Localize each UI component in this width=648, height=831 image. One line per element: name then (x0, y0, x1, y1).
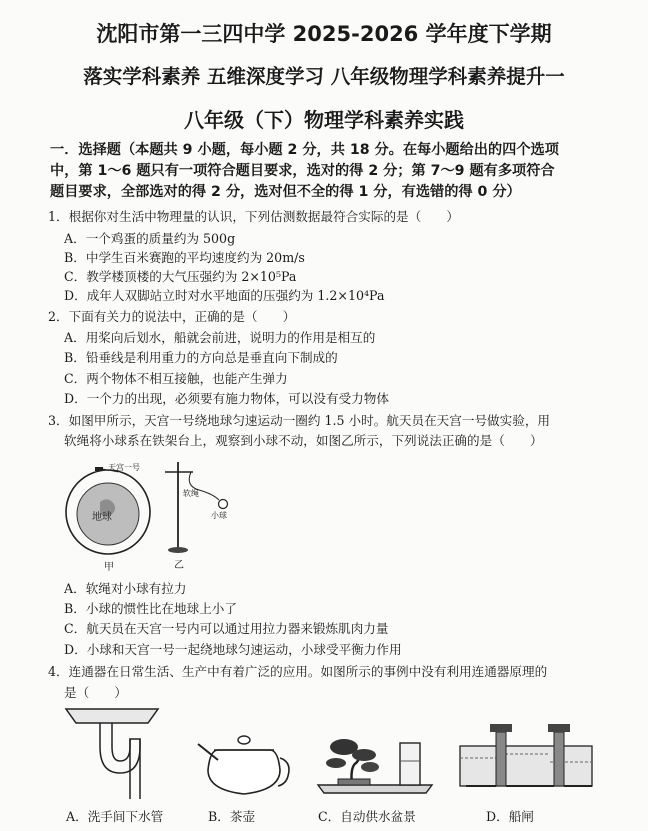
q1-option-b: B．中学生百米赛跑的平均速度约为 20m/s (64, 250, 305, 265)
page-title: 沈阳市第一三四中学 2025-2026 学年度下学期 (96, 22, 552, 46)
q1-option-c: C．教学楼顶楼的大气压强约为 2×10⁵Pa (64, 269, 297, 284)
exam-title: 八年级（下）物理学科素养实践 (184, 108, 464, 132)
q3-option-a: A．软绳对小球有拉力 (64, 581, 187, 596)
stand-base (168, 547, 188, 553)
q3-option-b: B．小球的惯性比在地球上小了 (64, 601, 237, 616)
question-3-stem: 3．如图甲所示，天宫一号绕地球匀速运动一圈约 1.5 小时。航天员在天宫一号做实验，用 (48, 413, 551, 428)
ball-label: 小球 (211, 511, 227, 520)
question-4-stem: 是（ ） (64, 685, 127, 700)
q4-option-b: B．茶壶 (208, 809, 256, 824)
tiangong-station-icon (95, 467, 103, 471)
section-heading-line: 题目要求，全部选对的得 2 分，选对但不全的得 1 分，有选错的得 0 分） (50, 184, 521, 200)
q2-option-a: A．用桨向后划水，船就会前进，说明力的作用是相互的 (64, 330, 376, 345)
sink-drain-pipe-icon (62, 703, 162, 803)
section-heading-line: 中，第 1～6 题只有一项符合题目要求，选对的得 2 分；第 7～9 题有多项符合 (50, 163, 555, 179)
small-ball-icon (219, 500, 228, 509)
q3-option-d: D．小球和天宫一号一起绕地球匀速运动，小球受平衡力作用 (64, 642, 402, 657)
teapot-icon (196, 728, 292, 800)
rope-label: 软绳 (183, 489, 199, 498)
question-4-stem: 4．连通器在日常生活、生产中有着广泛的应用。如图所示的事例中没有利用连通器原理的 (48, 664, 548, 679)
q4-option-a: A．洗手间下水管 (66, 809, 164, 824)
question-2-stem: 2．下面有关力的说法中，正确的是（ ） (48, 309, 296, 324)
figure-caption-yi: 乙 (174, 560, 184, 571)
bonsai-water-supply-icon (314, 733, 436, 799)
ship-lock-icon (456, 718, 596, 790)
figure-caption-jia: 甲 (104, 562, 114, 573)
q1-option-d: D．成年人双脚站立时对水平地面的压强约为 1.2×10⁴Pa (64, 288, 385, 303)
section-heading-line: 一．选择题（本题共 9 小题，每小题 2 分，共 18 分。在每小题给出的四个选项 (50, 142, 559, 158)
q4-option-d: D．船闸 (486, 809, 534, 824)
tiangong-label: 天宫一号 (108, 463, 140, 472)
page-subtitle: 落实学科素养 五维深度学习 八年级物理学科素养提升一 (83, 65, 565, 88)
earth-label: 地球 (92, 512, 112, 523)
q1-option-a: A．一个鸡蛋的质量约为 500g (64, 231, 236, 246)
figure-yi-stand (155, 456, 245, 558)
question-3-stem: 软绳将小球系在铁架台上，观察到小球不动，如图乙所示，下列说法正确的是（ ） (64, 433, 543, 448)
q2-option-d: D．一个力的出现，必须要有施力物体，可以没有受力物体 (64, 391, 389, 406)
q3-option-c: C．航天员在天宫一号内可以通过用拉力器来锻炼肌肉力量 (64, 621, 389, 636)
q2-option-c: C．两个物体不相互接触，也能产生弹力 (64, 371, 288, 386)
question-1-stem: 1．根据你对生活中物理量的认识，下列估测数据最符合实际的是（ ） (48, 209, 460, 224)
q2-option-b: B．铅垂线是利用重力的方向总是垂直向下制成的 (64, 350, 338, 365)
q4-option-c: C．自动供水盆景 (318, 809, 416, 824)
